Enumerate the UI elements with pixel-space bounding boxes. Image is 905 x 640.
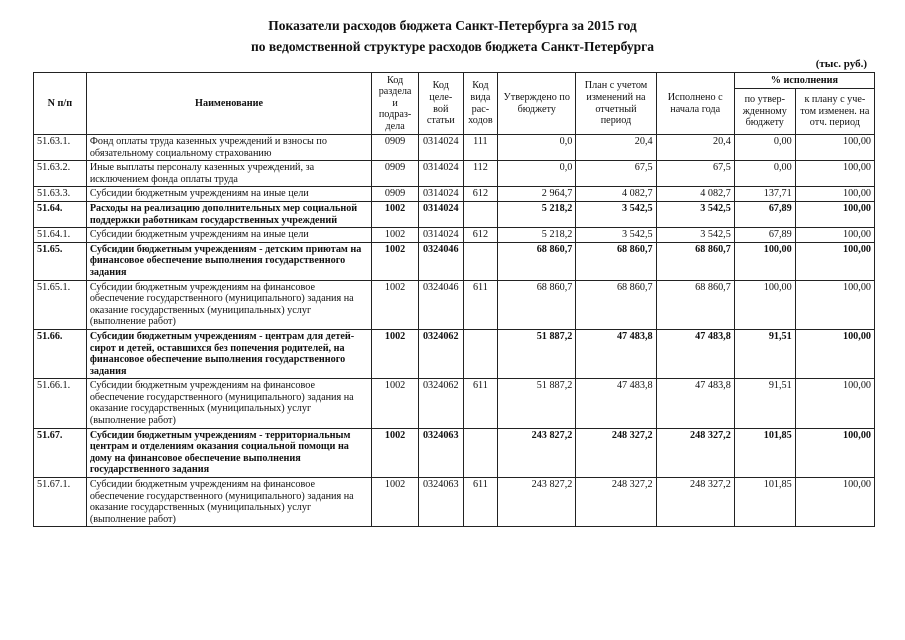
row-pct-plan: 100,00 (795, 187, 874, 202)
row-number: 51.67. (34, 428, 87, 477)
row-target-code: 0324062 (418, 379, 463, 428)
table-row (34, 242, 875, 280)
table-row (34, 280, 875, 329)
row-approved: 2 964,7 (498, 187, 576, 202)
row-approved: 243 827,2 (498, 428, 576, 477)
header-percent-group: % исполнения (734, 73, 874, 89)
row-executed: 248 327,2 (656, 428, 734, 477)
row-number: 51.65.1. (34, 280, 87, 329)
document-subtitle: по ведомственной структуре расходов бюджета Санкт-Петербурга (250, 39, 655, 54)
row-target-code: 0314024 (418, 187, 463, 202)
row-pct-plan: 100,00 (795, 478, 874, 527)
row-section-code: 1002 (372, 379, 419, 428)
row-approved: 68 860,7 (498, 242, 576, 280)
row-section-code: 1002 (372, 428, 419, 477)
row-kind-code (463, 201, 498, 227)
row-number: 51.66. (34, 329, 87, 378)
row-pct-budget: 100,00 (734, 242, 795, 280)
row-target-code: 0314024 (418, 161, 463, 187)
header-num: N п/п (34, 73, 87, 135)
row-pct-budget: 0,00 (734, 161, 795, 187)
row-executed: 68 860,7 (656, 280, 734, 329)
row-plan: 68 860,7 (576, 280, 656, 329)
row-approved: 0,0 (498, 135, 576, 161)
table-row (34, 135, 875, 161)
row-number: 51.65. (34, 242, 87, 280)
row-section-code: 1002 (372, 228, 419, 243)
row-kind-code: 611 (463, 478, 498, 527)
row-pct-budget: 101,85 (734, 478, 795, 527)
header-name: Наименование (86, 73, 371, 135)
row-pct-plan: 100,00 (795, 201, 874, 227)
row-pct-plan: 100,00 (795, 161, 874, 187)
header-executed: Исполнено с начала года (656, 73, 734, 135)
row-name: Субсидии бюджетным учреждениям - детским приютам на финансовое обеспечение выполнения государственного задания (86, 242, 371, 280)
row-pct-plan: 100,00 (795, 329, 874, 378)
row-executed: 20,4 (656, 135, 734, 161)
row-pct-plan: 100,00 (795, 242, 874, 280)
row-name: Субсидии бюджетным учреждениям - территориальным центрам и отделениям оказания социальной помощи на дому на финансовое обеспечение выполнения государственного задания (86, 428, 371, 477)
row-number: 51.63.3. (34, 187, 87, 202)
row-kind-code: 611 (463, 280, 498, 329)
row-name: Фонд оплаты труда казенных учреждений и взносы по обязательному социальному страхованию (86, 135, 371, 161)
row-target-code: 0324046 (418, 280, 463, 329)
row-approved: 5 218,2 (498, 201, 576, 227)
header-pct-plan: к плану с уче-том изменен. на отч. период (795, 89, 874, 135)
row-pct-budget: 101,85 (734, 428, 795, 477)
row-plan: 67,5 (576, 161, 656, 187)
row-name: Субсидии бюджетным учреждениям на иные цели (86, 228, 371, 243)
row-approved: 0,0 (498, 161, 576, 187)
table-row (34, 478, 875, 527)
header-pct-budget: по утвер-жденному бюджету (734, 89, 795, 135)
row-plan: 47 483,8 (576, 379, 656, 428)
header-plan: План с учетом изменений на отчетный период (576, 73, 656, 135)
row-target-code: 0324062 (418, 329, 463, 378)
row-kind-code (463, 242, 498, 280)
header-approved: Утверждено по бюджету (498, 73, 576, 135)
table-row (34, 201, 875, 227)
row-pct-budget: 100,00 (734, 280, 795, 329)
row-name: Субсидии бюджетным учреждениям на иные цели (86, 187, 371, 202)
row-section-code: 0909 (372, 161, 419, 187)
row-plan: 248 327,2 (576, 478, 656, 527)
row-kind-code: 612 (463, 187, 498, 202)
row-approved: 51 887,2 (498, 379, 576, 428)
row-plan: 248 327,2 (576, 428, 656, 477)
row-approved: 68 860,7 (498, 280, 576, 329)
header-kind-code: Код вида рас-ходов (463, 73, 498, 135)
row-pct-budget: 67,89 (734, 201, 795, 227)
row-plan: 4 082,7 (576, 187, 656, 202)
row-pct-plan: 100,00 (795, 379, 874, 428)
row-number: 51.67.1. (34, 478, 87, 527)
expenses-table (33, 72, 875, 527)
row-executed: 3 542,5 (656, 201, 734, 227)
row-number: 51.64.1. (34, 228, 87, 243)
row-name: Иные выплаты персоналу казенных учреждений, за исключением фонда оплаты труда (86, 161, 371, 187)
row-section-code: 0909 (372, 135, 419, 161)
table-row (34, 428, 875, 477)
table-row (34, 161, 875, 187)
row-pct-plan: 100,00 (795, 228, 874, 243)
row-section-code: 1002 (372, 201, 419, 227)
row-section-code: 1002 (372, 329, 419, 378)
row-executed: 47 483,8 (656, 329, 734, 378)
row-name: Субсидии бюджетным учреждениям на финансовое обеспечение государственного (муниципального) задания на оказание государственных (муниципальных) услуг (выполнение работ) (86, 478, 371, 527)
row-pct-budget: 137,71 (734, 187, 795, 202)
row-approved: 51 887,2 (498, 329, 576, 378)
row-pct-budget: 67,89 (734, 228, 795, 243)
row-name: Субсидии бюджетным учреждениям на финансовое обеспечение государственного (муниципального) задания на оказание государственных (муниципальных) услуг (выполнение работ) (86, 379, 371, 428)
row-kind-code: 111 (463, 135, 498, 161)
row-number: 51.66.1. (34, 379, 87, 428)
row-target-code: 0324063 (418, 478, 463, 527)
row-plan: 47 483,8 (576, 329, 656, 378)
row-executed: 248 327,2 (656, 478, 734, 527)
header-section-code: Код раздела и подраз-дела (372, 73, 419, 135)
row-approved: 5 218,2 (498, 228, 576, 243)
row-kind-code (463, 428, 498, 477)
row-section-code: 1002 (372, 478, 419, 527)
row-plan: 20,4 (576, 135, 656, 161)
table-row (34, 329, 875, 378)
row-target-code: 0324046 (418, 242, 463, 280)
row-executed: 47 483,8 (656, 379, 734, 428)
row-kind-code: 612 (463, 228, 498, 243)
row-target-code: 0314024 (418, 135, 463, 161)
row-pct-budget: 91,51 (734, 379, 795, 428)
table-row (34, 187, 875, 202)
units-label: (тыс. руб.) (815, 58, 867, 70)
row-section-code: 1002 (372, 280, 419, 329)
table-row (34, 228, 875, 243)
row-section-code: 0909 (372, 187, 419, 202)
row-target-code: 0314024 (418, 228, 463, 243)
row-pct-budget: 0,00 (734, 135, 795, 161)
row-kind-code (463, 329, 498, 378)
row-name: Субсидии бюджетным учреждениям - центрам для детей-сирот и детей, оставшихся без попечения родителей, на финансовое обеспечение выполнения государственного задания (86, 329, 371, 378)
row-section-code: 1002 (372, 242, 419, 280)
row-executed: 4 082,7 (656, 187, 734, 202)
row-number: 51.63.2. (34, 161, 87, 187)
table-row (34, 379, 875, 428)
row-pct-plan: 100,00 (795, 428, 874, 477)
row-name: Субсидии бюджетным учреждениям на финансовое обеспечение государственного (муниципального) задания на оказание государственных (муниципальных) услуг (выполнение работ) (86, 280, 371, 329)
row-target-code: 0314024 (418, 201, 463, 227)
row-number: 51.64. (34, 201, 87, 227)
row-executed: 67,5 (656, 161, 734, 187)
header-target-code: Код целе-вой статьи (418, 73, 463, 135)
row-number: 51.63.1. (34, 135, 87, 161)
row-pct-budget: 91,51 (734, 329, 795, 378)
row-plan: 3 542,5 (576, 228, 656, 243)
row-kind-code: 112 (463, 161, 498, 187)
row-name: Расходы на реализацию дополнительных мер социальной поддержки работникам государственных учреждений (86, 201, 371, 227)
row-plan: 3 542,5 (576, 201, 656, 227)
row-executed: 68 860,7 (656, 242, 734, 280)
row-pct-plan: 100,00 (795, 135, 874, 161)
row-target-code: 0324063 (418, 428, 463, 477)
row-pct-plan: 100,00 (795, 280, 874, 329)
row-executed: 3 542,5 (656, 228, 734, 243)
row-plan: 68 860,7 (576, 242, 656, 280)
document-title: Показатели расходов бюджета Санкт-Петербурга за 2015 год (268, 18, 637, 33)
row-kind-code: 611 (463, 379, 498, 428)
row-approved: 243 827,2 (498, 478, 576, 527)
